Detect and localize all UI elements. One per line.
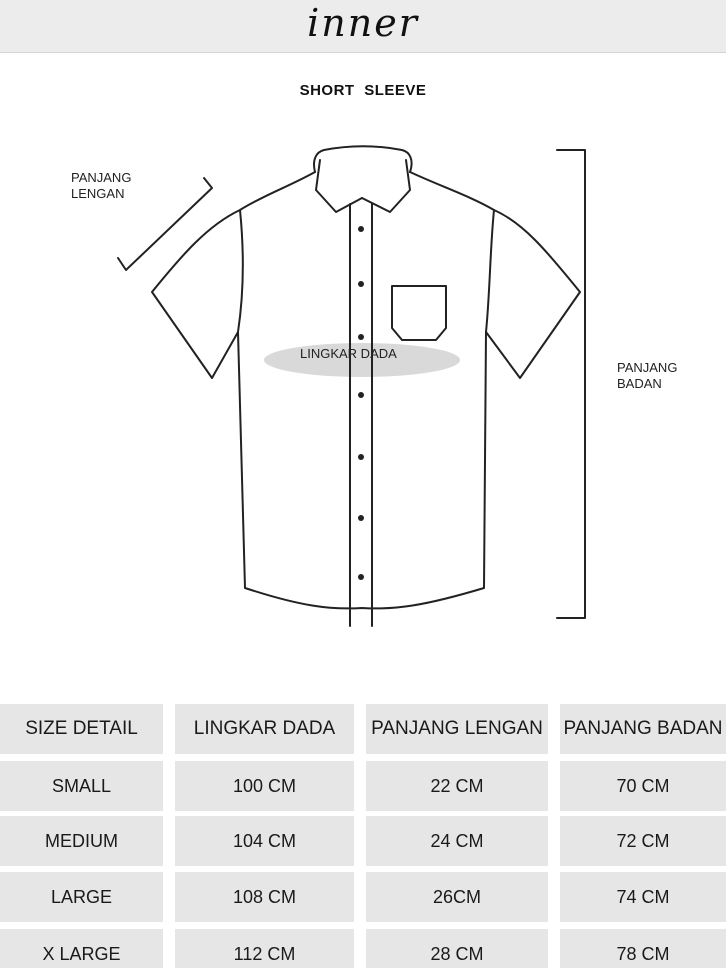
sleeve-length-bracket — [118, 178, 212, 270]
header-bar — [0, 0, 726, 53]
label-sleeve-length: PANJANG LENGAN — [71, 170, 132, 201]
table-cell-size: LARGE — [0, 872, 163, 922]
table-header-body: PANJANG BADAN — [560, 704, 726, 754]
table-cell-body: 78 CM — [560, 929, 726, 968]
table-cell-sleeve: 28 CM — [366, 929, 548, 968]
button-6 — [358, 515, 364, 521]
size-table — [0, 704, 726, 968]
collar-left — [316, 160, 362, 212]
brand-logo: inner — [307, 1, 419, 45]
table-header-size: SIZE DETAIL — [0, 704, 163, 754]
table-cell-chest: 104 CM — [175, 816, 354, 866]
table-cell-chest: 112 CM — [175, 929, 354, 968]
table-cell-size: SMALL — [0, 761, 163, 811]
button-5 — [358, 454, 364, 460]
table-header-chest: LINGKAR DADA — [175, 704, 354, 754]
body-length-bracket — [557, 150, 585, 618]
diagram-title: SHORT SLEEVE — [299, 82, 427, 99]
left-armhole-seam — [238, 210, 243, 332]
table-cell-body: 72 CM — [560, 816, 726, 866]
chest-pocket — [392, 286, 446, 340]
button-7 — [358, 574, 364, 580]
table-cell-body: 70 CM — [560, 761, 726, 811]
table-cell-chest: 108 CM — [175, 872, 354, 922]
collar-right — [362, 160, 410, 212]
table-cell-size: X LARGE — [0, 929, 163, 968]
button-1 — [358, 226, 364, 232]
table-cell-chest: 100 CM — [175, 761, 354, 811]
collar-band — [314, 146, 412, 172]
table-cell-body: 74 CM — [560, 872, 726, 922]
table-header-sleeve: PANJANG LENGAN — [366, 704, 548, 754]
label-chest-circumference: LINGKAR DADA — [300, 346, 397, 361]
right-armhole-seam — [486, 210, 494, 332]
button-4 — [358, 392, 364, 398]
button-3 — [358, 334, 364, 340]
label-body-length: PANJANG BADAN — [617, 360, 678, 391]
table-cell-sleeve: 22 CM — [366, 761, 548, 811]
table-cell-sleeve: 26CM — [366, 872, 548, 922]
button-2 — [358, 281, 364, 287]
table-cell-size: MEDIUM — [0, 816, 163, 866]
table-cell-sleeve: 24 CM — [366, 816, 548, 866]
shirt-body-outline — [152, 172, 580, 608]
